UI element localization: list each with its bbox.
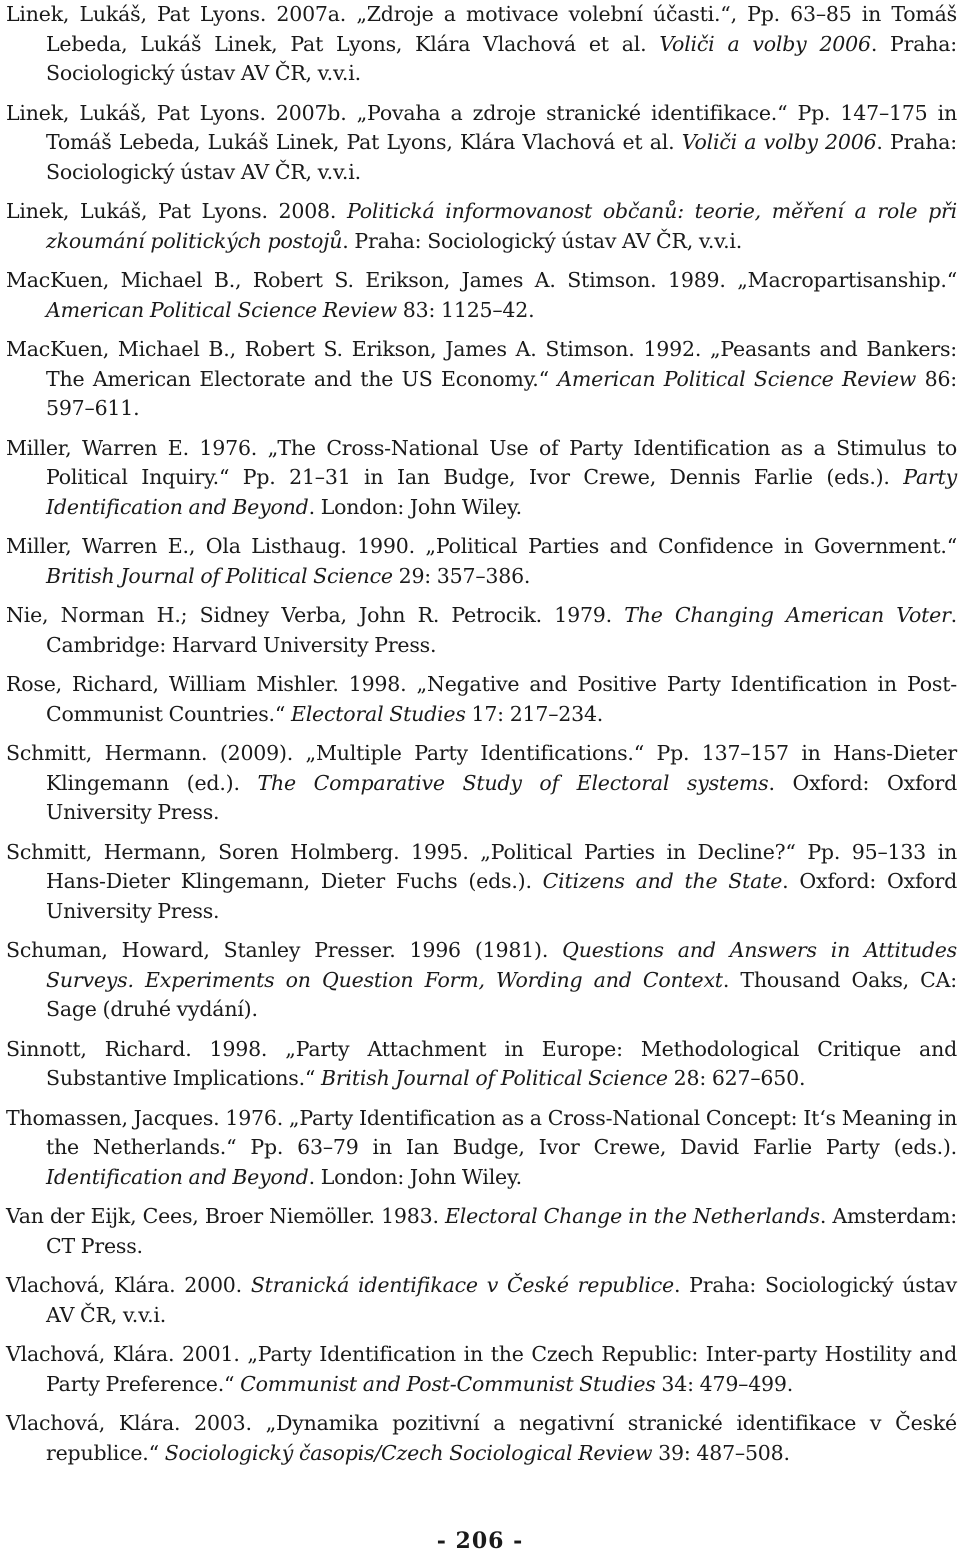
- reference-text: 86: 597–611.: [46, 366, 957, 420]
- reference-text: 34: 479–499.: [655, 1371, 794, 1396]
- reference-text: Van der Eijk, Cees, Broer Niemöller. 1983.: [6, 1204, 445, 1228]
- reference-entry: [6, 601, 957, 660]
- reference-entry: [6, 1104, 957, 1193]
- reference-entry: [6, 434, 957, 523]
- reference-title-italic: Questions and Answers in Attitudes Surveys. Experiments on Question Form, Wording and Context: [46, 938, 958, 992]
- reference-title-italic: American Political Science Review: [46, 297, 397, 322]
- reference-text: Sinnott, Richard. 1998. „Party Attachment in Europe: Methodological Critique and Substantive Implications.“: [6, 1036, 957, 1090]
- reference-text: Linek, Lukáš, Pat Lyons. 2007b. „Povaha a zdroje stranické identifikace.“ Pp. 147–175 in Tomáš Lebeda, Lukáš Linek, Pat Lyons, Klára Vlachová et al.: [6, 100, 957, 154]
- reference-text: MacKuen, Michael B., Robert S. Erikson, James A. Stimson. 1989. „Macropartisanship.“: [6, 268, 957, 292]
- reference-text: Linek, Lukáš, Pat Lyons. 2008.: [6, 199, 347, 223]
- reference-text: Vlachová, Klára. 2000.: [6, 1273, 251, 1297]
- reference-title-italic: Voliči a volby 2006: [681, 130, 877, 154]
- reference-text: . Oxford: Oxford University Press.: [46, 770, 957, 824]
- reference-entry: [6, 266, 957, 325]
- reference-text: . Oxford: Oxford University Press.: [46, 869, 957, 923]
- reference-text: . Praha: Sociologický ústav AV ČR, v.v.i.: [46, 130, 957, 184]
- reference-entry: [6, 335, 957, 424]
- reference-text: Miller, Warren E., Ola Listhaug. 1990. „Political Parties and Confidence in Government.“: [6, 534, 957, 558]
- reference-text: Rose, Richard, William Mishler. 1998. „Negative and Positive Party Identification in Post-Communist Countries.“: [6, 672, 957, 726]
- reference-title-italic: British Journal of Political Science: [46, 563, 393, 588]
- reference-entry: [6, 1340, 957, 1399]
- reference-text: . Cambridge: Harvard University Press.: [46, 603, 957, 657]
- reference-title-italic: Citizens and the State: [542, 869, 783, 893]
- reference-title-italic: Communist and Post-Communist Studies: [240, 1371, 656, 1396]
- reference-list: [6, 0, 957, 1478]
- reference-text: . London: John Wiley.: [308, 494, 522, 519]
- reference-text: . Praha: Sociologický ústav AV ČR, v.v.i.: [342, 228, 743, 253]
- reference-text: Nie, Norman H.; Sidney Verba, John R. Petrocik. 1979.: [6, 603, 625, 627]
- reference-title-italic: Sociologický časopis/Czech Sociological Review: [164, 1440, 653, 1465]
- reference-text: Vlachová, Klára. 2001. „Party Identification in the Czech Republic: Inter-party Hostility and Party Preference.“: [6, 1342, 957, 1396]
- reference-text: Schmitt, Hermann, Soren Holmberg. 1995. „Political Parties in Decline?“ Pp. 95–133 in Hans-Dieter Klingemann, Dieter Fuchs (eds.).: [6, 839, 957, 893]
- reference-text: 29: 357–386.: [392, 563, 531, 588]
- reference-entry: [6, 1035, 957, 1094]
- reference-text: Vlachová, Klára. 2003. „Dynamika pozitivní a negativní stranické identifikace v České republice.“: [6, 1411, 957, 1465]
- reference-entry: [6, 1271, 957, 1330]
- reference-title-italic: The Changing American Voter: [624, 603, 951, 627]
- reference-text: . Amsterdam: CT Press.: [46, 1204, 957, 1258]
- reference-text: Schmitt, Hermann. (2009). „Multiple Party Identifications.“ Pp. 137–157 in Hans-Dieter Klingemann (ed.).: [6, 741, 957, 795]
- reference-title-italic: British Journal of Political Science: [321, 1066, 668, 1090]
- reference-text: Thomassen, Jacques. 1976. „Party Identification as a Cross-National Concept: It‘s Meaning in the Netherlands.“ Pp. 63–79 in Ian Budge, Ivor Crewe, David Farlie Party (eds.).: [6, 1105, 957, 1159]
- reference-text: MacKuen, Michael B., Robert S. Erikson, James A. Stimson. 1992. „Peasants and Bankers: The American Electorate and the US Economy.“: [6, 337, 957, 391]
- reference-entry: [6, 936, 957, 1025]
- reference-title-italic: Stranická identifikace v České republice: [250, 1273, 674, 1297]
- reference-text: Linek, Lukáš, Pat Lyons. 2007a. „Zdroje a motivace volební účasti.“, Pp. 63–85 in Tomáš Lebeda, Lukáš Linek, Pat Lyons, Klára Vlachová et al.: [6, 2, 957, 56]
- page-number: - 206 -: [436, 1528, 524, 1554]
- reference-title-italic: Party Identification and Beyond: [46, 465, 957, 519]
- reference-title-italic: Voliči a volby 2006: [659, 31, 871, 56]
- reference-text: . Thousand Oaks, CA: Sage (druhé vydání).: [46, 967, 957, 1021]
- reference-text: 28: 627–650.: [667, 1066, 806, 1090]
- reference-entry: [6, 99, 957, 188]
- reference-entry: [6, 532, 957, 591]
- reference-entry: [6, 670, 957, 729]
- reference-entry: [6, 197, 957, 256]
- reference-title-italic: American Political Science Review: [557, 366, 917, 391]
- reference-title-italic: The Comparative Study of Electoral systems: [257, 770, 769, 795]
- reference-text: 39: 487–508.: [652, 1440, 790, 1465]
- reference-title-italic: Electoral Studies: [290, 701, 466, 726]
- reference-text: 17: 217–234.: [465, 701, 604, 726]
- reference-text: . Praha: Sociologický ústav AV ČR, v.v.i.: [46, 1273, 958, 1327]
- reference-text: 83: 1125–42.: [396, 297, 535, 322]
- reference-entry: [6, 1202, 957, 1261]
- reference-title-italic: Politická informovanost občanů: teorie, měření a role při zkoumání politických postojů: [46, 199, 957, 253]
- reference-title-italic: Identification and Beyond: [46, 1164, 309, 1189]
- reference-entry: [6, 838, 957, 927]
- reference-title-italic: Electoral Change in the Netherlands: [444, 1204, 820, 1228]
- reference-text: Miller, Warren E. 1976. „The Cross-National Use of Party Identification as a Stimulus to Political Inquiry.“ Pp. 21–31 in Ian Budge, Ivor Crewe, Dennis Farlie (eds.).: [6, 435, 957, 489]
- reference-text: Schuman, Howard, Stanley Presser. 1996 (1981).: [6, 938, 563, 962]
- reference-text: . Praha: Sociologický ústav AV ČR, v.v.i.: [46, 31, 957, 85]
- reference-entry: [6, 739, 957, 828]
- reference-text: . London: John Wiley.: [308, 1164, 522, 1189]
- reference-entry: [6, 0, 957, 89]
- reference-entry: [6, 1409, 957, 1468]
